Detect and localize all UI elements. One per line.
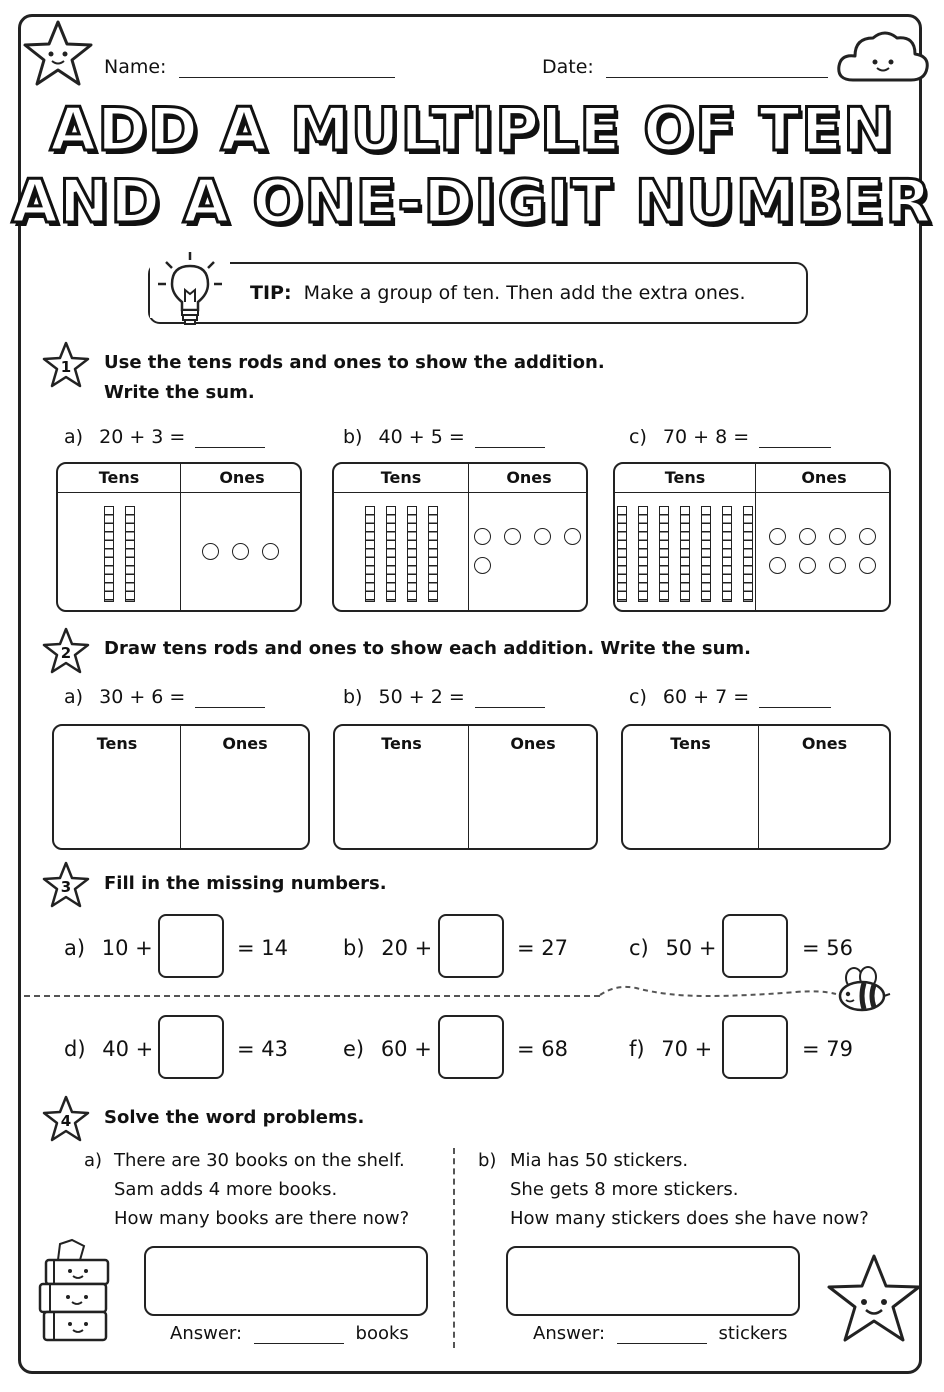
word-problem-b-text	[510, 1146, 869, 1233]
s3-c-addend: 50 +	[665, 936, 717, 960]
wp-a-line2: Sam adds 4 more books.	[114, 1179, 338, 1200]
s1-c-expr: 70 + 8 =	[662, 426, 750, 448]
word-problem-a-text	[114, 1146, 409, 1233]
section-1-instruction-2: Write the sum.	[104, 382, 255, 403]
section-2-star-icon	[40, 626, 92, 676]
ones-circle	[564, 528, 581, 545]
tens-rod	[617, 506, 627, 602]
ones-circle	[859, 528, 876, 545]
s2-c-letter: c)	[629, 686, 647, 708]
wp-a-line1: There are 30 books on the shelf.	[114, 1150, 405, 1171]
bee-path-line	[596, 976, 840, 1006]
date-row	[542, 56, 828, 78]
ones-circle	[262, 543, 279, 560]
s1-c-letter: c)	[629, 426, 647, 448]
s2-a-letter: a)	[64, 686, 84, 708]
name-label: Name:	[104, 56, 167, 78]
star-face-icon	[824, 1252, 924, 1348]
section-3-instruction: Fill in the missing numbers.	[104, 873, 387, 894]
s1-a-place-value-chart	[56, 462, 302, 612]
ones-circle	[769, 528, 786, 545]
ones-circle	[504, 528, 521, 545]
ones-circle	[829, 528, 846, 545]
s3-b-result: = 27	[517, 936, 568, 960]
tens-rod	[386, 506, 396, 602]
s3-c-result: = 56	[802, 936, 853, 960]
s3-e-letter: e)	[343, 1037, 365, 1061]
ones-circle	[829, 557, 846, 574]
wp-b-line3: How many stickers does she have now?	[510, 1208, 869, 1229]
ones-circle	[859, 557, 876, 574]
wp-b-answer-label: Answer:	[533, 1323, 606, 1344]
ones-circle	[769, 557, 786, 574]
s1-a-ones-header: Ones	[219, 468, 265, 487]
s2-c-place-value-chart[interactable]	[621, 724, 891, 850]
s1-b-letter: b)	[343, 426, 363, 448]
section-3-star-icon	[40, 860, 92, 910]
s1-a-tens-header: Tens	[98, 468, 140, 487]
ones-circle	[474, 528, 491, 545]
section-1-star-icon	[40, 340, 92, 390]
date-line[interactable]	[606, 59, 828, 78]
s3-d-letter: d)	[64, 1037, 86, 1061]
word-problem-a-letter: a)	[84, 1150, 103, 1171]
s3-e-result: = 68	[517, 1037, 568, 1061]
s2-b-ones-header: Ones	[510, 734, 556, 753]
s2-b-place-value-chart[interactable]	[333, 724, 598, 850]
s2-c-tens-header: Tens	[670, 734, 711, 753]
s1-b-tens-header: Tens	[380, 468, 422, 487]
word-problem-b-work-box[interactable]	[506, 1246, 800, 1316]
s3-e-addend: 60 +	[380, 1037, 432, 1061]
s2-b-expr: 50 + 2 =	[378, 686, 465, 708]
tip-label: TIP:	[250, 282, 292, 304]
s2-problem-a	[64, 686, 265, 708]
tip-text: Make a group of ten. Then add the extra ones.	[303, 282, 746, 304]
s3-a-addend: 10 +	[101, 936, 153, 960]
s3-b-answer-box[interactable]	[438, 914, 504, 978]
s3-f-left	[629, 1037, 712, 1061]
section-2-instruction: Draw tens rods and ones to show each addition. Write the sum.	[104, 638, 752, 659]
word-problem-b-answer-row	[533, 1323, 787, 1344]
s3-c-letter: c)	[629, 936, 649, 960]
section-1-number: 1	[60, 358, 72, 376]
wp-a-answer-line[interactable]	[254, 1325, 344, 1344]
s2-c-expr: 60 + 7 =	[662, 686, 750, 708]
s3-a-answer-box[interactable]	[158, 914, 224, 978]
tens-rod	[701, 506, 711, 602]
wp-a-answer-label: Answer:	[170, 1323, 243, 1344]
s3-c-answer-box[interactable]	[722, 914, 788, 978]
lightbulb-icon	[150, 248, 230, 332]
s3-e-left	[343, 1037, 432, 1061]
tens-rod	[638, 506, 648, 602]
s3-f-answer-box[interactable]	[722, 1015, 788, 1079]
s3-a-left	[64, 936, 153, 960]
wp-b-unit: stickers	[718, 1323, 788, 1344]
star-icon	[20, 18, 96, 90]
s3-f-letter: f)	[629, 1037, 645, 1061]
word-problem-divider	[453, 1148, 455, 1348]
tens-rod	[125, 506, 135, 602]
s1-b-answer-line[interactable]	[475, 429, 545, 448]
s3-d-left	[64, 1037, 153, 1061]
s1-b-place-value-chart	[332, 462, 588, 612]
tens-rod	[722, 506, 732, 602]
s1-c-place-value-chart	[613, 462, 891, 612]
s2-a-expr: 30 + 6 =	[99, 686, 186, 708]
section-3-number: 3	[60, 878, 72, 896]
dashed-divider-left	[24, 995, 600, 997]
s1-b-ones-header: Ones	[506, 468, 552, 487]
name-row	[104, 56, 395, 78]
s2-a-ones-header: Ones	[222, 734, 268, 753]
s1-problem-a	[64, 426, 265, 448]
s3-f-addend: 70 +	[661, 1037, 713, 1061]
wp-b-answer-line[interactable]	[617, 1325, 707, 1344]
s2-a-place-value-chart[interactable]	[52, 724, 310, 850]
s1-c-ones-header: Ones	[801, 468, 847, 487]
s2-a-answer-line[interactable]	[195, 689, 265, 708]
s2-problem-b	[343, 686, 545, 708]
section-4-instruction: Solve the word problems.	[104, 1107, 365, 1128]
ones-circle	[474, 557, 491, 574]
date-label: Date:	[542, 56, 594, 78]
s3-d-answer-box[interactable]	[158, 1015, 224, 1079]
cloud-icon	[835, 24, 931, 88]
wp-b-line2: She gets 8 more stickers.	[510, 1179, 739, 1200]
s2-c-ones-header: Ones	[801, 734, 848, 753]
wp-b-line1: Mia has 50 stickers.	[510, 1150, 689, 1171]
s1-problem-c	[629, 426, 831, 448]
s3-a-letter: a)	[64, 936, 86, 960]
ones-circle	[202, 543, 219, 560]
s1-a-expr: 20 + 3 =	[99, 426, 186, 448]
bee-icon	[828, 966, 892, 1016]
ones-circle	[799, 528, 816, 545]
s3-c-left	[629, 936, 716, 960]
ones-circle	[534, 528, 551, 545]
s1-problem-b	[343, 426, 545, 448]
s3-d-addend: 40 +	[102, 1037, 154, 1061]
tens-rod	[407, 506, 417, 602]
section-4-star-icon	[40, 1094, 92, 1144]
s3-f-result: = 79	[802, 1037, 853, 1061]
tens-rod	[659, 506, 669, 602]
s3-e-answer-box[interactable]	[438, 1015, 504, 1079]
s3-d-result: = 43	[237, 1037, 288, 1061]
s1-c-answer-line[interactable]	[759, 429, 831, 448]
s2-c-answer-line[interactable]	[759, 689, 831, 708]
tens-rod	[680, 506, 690, 602]
tens-rod	[743, 506, 753, 602]
wp-a-line3: How many books are there now?	[114, 1208, 410, 1229]
s2-b-answer-line[interactable]	[475, 689, 545, 708]
section-2-number: 2	[60, 644, 72, 662]
ones-circle	[232, 543, 249, 560]
tens-rod	[365, 506, 375, 602]
section-4-number: 4	[60, 1112, 72, 1130]
wp-a-unit: books	[355, 1323, 409, 1344]
tens-rod	[104, 506, 114, 602]
s1-a-letter: a)	[64, 426, 84, 448]
tens-rod	[428, 506, 438, 602]
tip-text-row	[250, 282, 746, 304]
s2-problem-c	[629, 686, 831, 708]
section-1-instruction-1: Use the tens rods and ones to show the addition.	[104, 352, 605, 373]
s3-b-letter: b)	[343, 936, 365, 960]
s1-c-tens-header: Tens	[664, 468, 706, 487]
ones-circle	[799, 557, 816, 574]
s2-b-letter: b)	[343, 686, 363, 708]
page-title-line2: AND A ONE-DIGIT NUMBER	[11, 167, 933, 237]
books-icon	[32, 1238, 116, 1348]
s3-b-addend: 20 +	[381, 936, 433, 960]
s1-a-answer-line[interactable]	[195, 429, 265, 448]
s2-a-tens-header: Tens	[96, 734, 138, 753]
s1-b-expr: 40 + 5 =	[378, 426, 465, 448]
s3-b-left	[343, 936, 432, 960]
word-problem-a-answer-row	[170, 1323, 409, 1344]
s3-a-result: = 14	[237, 936, 288, 960]
word-problem-a-work-box[interactable]	[144, 1246, 428, 1316]
page-title-line1: ADD A MULTIPLE OF TEN	[49, 95, 895, 165]
name-line[interactable]	[179, 59, 395, 78]
word-problem-b-letter: b)	[478, 1150, 497, 1171]
s2-b-tens-header: Tens	[381, 734, 422, 753]
